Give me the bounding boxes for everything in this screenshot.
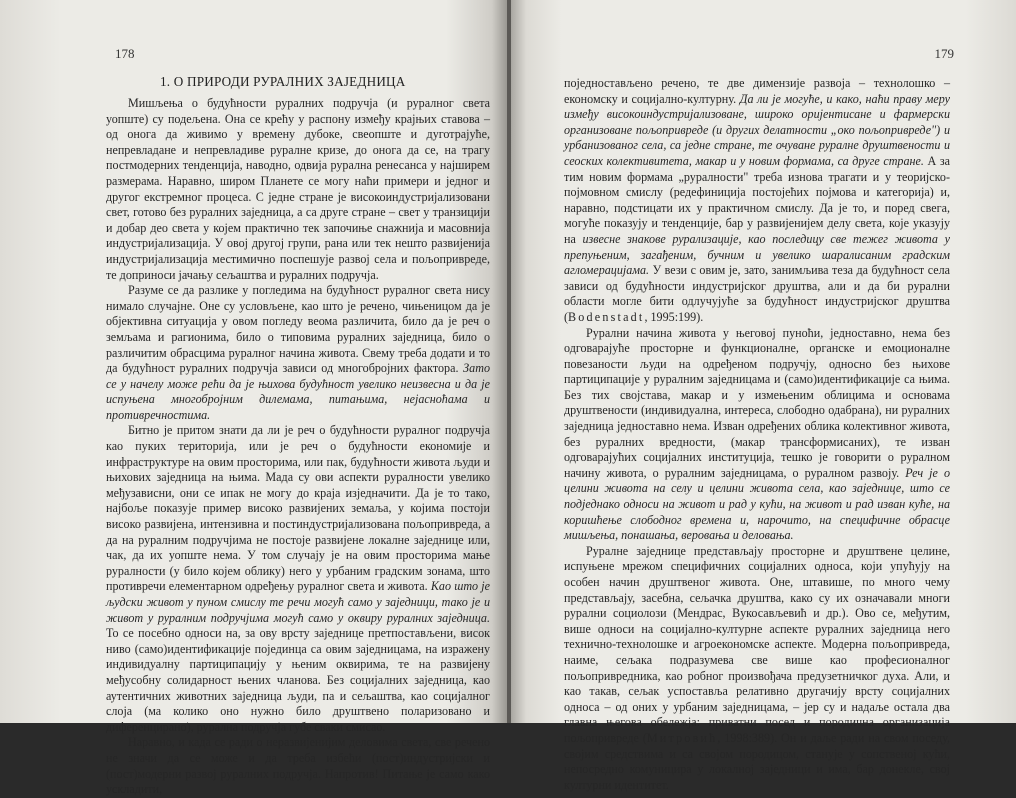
text-run: Руралне заједнице представљају просторне и друштвене целине, испуњене мрежом специфичних социјалних односа, који упућују на особен начин друштвеног живота. Оне, штавише, по много чему представљају, засебна, сељачка друштва, како су их означавали многи рурални социолози (Мендрас, Вукосављевић и др.). Ово се, међутим, више односи на социјално-културне аспекте руралних заједница него технично-технолошке и агроекономске аспекте. Модерна пољопривреда, наиме, сељака подразумева све више као професионалног пољопривредника, као робног произвођача предузетничког духа. Али, и као такав, сељак успоставља релативно другачију врсту социјалних односа – од оних у урбаним заједницама, – јер су и надаље остала два главна његова обележја: приватни посед и породична организација пољопривреде ( (564, 543, 950, 745)
text-run: Битно је притом знати да ли је реч о будућности руралног подручја као пуких територија, или је реч о будућности економије и инфраструктуре на овим просторима, или пак, будућности живота људи и њихових заједница на њима. Мада су ови аспекти руралности увелико међузависни, они се ипак не могу до краја изједначити. Да је то тако, најбоље показује пример високо развијених земаља, у којима постоји високо развијена, интензивна и постиндустријализована пољопривреда, а да на руралним подручјима не постоје развијене локалне заједнице или, чак, да их уопште нема. У том случају је на овим просторима мање руралности (у било којем облику) него у урбаним градским зонама, што противречи елементарном одређењу руралног света и живота. (106, 423, 490, 594)
body-text (106, 96, 490, 798)
emphasized-text: Реч је о целини живота на селу и целини живота села, као заједнице, што се подједнако односи на живот и рад у кући, на живот и рад изван куће, на коришћење слободног времена и, нарочито, на специфичне обрасце мишљења, понашања, веровања и деловања. (564, 465, 950, 543)
text-run: То се посебно односи на, за ову врсту заједнице претпостављени, висок ниво (само)идентификације појединца са овим заједницама, на изражену индивидуалну партиципацију у њеним оквирима, те на развијену међусобну солидарност њених чланова. Без социјалних заједница, као аутентичних животних заједница људи, па и сељаштва, као социјалног слоја (ма колико оно нужно било друштвено поларизовано и диференцирано), рурална подручја губе сваки смисао. (106, 626, 490, 734)
body-text (564, 76, 950, 793)
text-run: , 1995:199). (644, 309, 704, 324)
text-run: Митровић (646, 730, 718, 745)
left-page (0, 0, 507, 797)
chapter-heading: 1. О ПРИРОДИ РУРАЛНИХ ЗАЈЕДНИЦА (160, 74, 406, 89)
emphasized-text: Као што је људски живот у пуном смислу те речи могућ само у заједници, тако је и живот у руралним подручјима могућ само у оквиру руралних заједница. (106, 579, 491, 625)
paragraph (564, 544, 950, 794)
text-run: Мишљења о будућности руралних подручја (и руралног света уопште) су подељена. Она се крећу у распону између крајњих ставова – од онога да живимо у времену дубоке, свеопште и дуготрајуће, непревладане и непревладиве руралне кризе, до онога да се, на трагу постмодерних тенденција, наводно, одвија рурална ренесанса у најширем размерама. Наравно, широм Планете се могу наћи примери и једног и другог екстремног процеса. С једне стране је високоиндустријализовани свет, готово без руралних заједница, а са друге стране – свет у транзицији и добар део света у којем практично тек започиње снажнија и масовнија индустријализација. У овој другој групи, рана или тек нешто развијенија индустријализација местимично поспешује развој села и пољопривреде, те доприноси јачању сељаштва и руралних подручја. (106, 96, 490, 282)
text-run: Разуме се да разлике у погледима на будућност руралног света нису нимало случајне. Оне су условљене, као што је речено, чињеницом да је објективна ситуација у овом погледу веома различита, било да је реч о земљама и рагионима, било о типовима руралних заједница, било о различитим обрасцима руралног начина живота. Свему треба додати и то да будућност руралних подручја зависи од многобројних фактора. (106, 283, 490, 376)
paragraph (564, 76, 950, 326)
text-run: , 1998:389). Он и даље ради на свом поседу, својим средствима и са својом породицом, станује у сопственој кући, непосредно комуницира у локалној заједници и има, бар донекле, свој културни идентитет. (564, 730, 950, 792)
text-run: А за тим новим формама „руралности" треба изнова трагати и у теоријско-појмовном смислу (редефиниција постојећих појмова и категорија) и, наравно, подстицати их у практичном смислу. Да је то, и поред свега, могуће показују и тенденције, бар у развијенијем делу света, које указују на (564, 153, 950, 246)
text-run: Bodenstadt (568, 309, 645, 324)
text-run: Рурални начина живота у његовој пуноћи, једноставно, нема без одговарајуће просторне и функционалне, органске и емоционалне повезаности људи на одређеном подручју, односно без њихове партиципације у руралним заједницама и (само)идентификације са њима. Без тих својстава, макар и у измењеним облицима и основама друштвености (индивидуална, интереса, слободно одабрана), ни руралних заједница једноставно нема. Изван одређених облика колективног живота, без руралних вредности, (макар трансформисаних), те изван одговарајућих социјалних институција, тешко је говорити о руралном начину живота, о руралним заједницама, о руралном развоју. (564, 325, 950, 480)
text-run: Наравно, и када се ради о неразвијенијим деловима света, све речено не значи да се може и да треба избећи (пост)индустријски и (пост)модерни развој руралних подручја. Напротив! Питање је само како ускладити, (106, 735, 490, 797)
emphasized-text: извесне знакове рурализације, као последицу све тежег живота у препуњеним, загађеним, бучним и увелико шаралисаним градским агломерацијама. (564, 231, 950, 278)
emphasized-text: Да ли је могуће, и како, наћи праву меру између високоиндустријализоване, широко оријентисане и фармерски организоване пољопривреде (и других делатности „око пољопривреде") и урбанизованог села, са једне стране, те очуване руралне друштвености и сеоских колективитета, макар и у новим формама, са друге стране. (564, 91, 950, 168)
emphasized-text: Зато се у начелу може рећи да је њихова будућност увелико неизвесна и да је испуњена многобројним дилемама, питањима, нејасноћама и противречностима. (106, 361, 490, 422)
right-page (511, 0, 1016, 792)
text-run: У вези с овим је, зато, занимљива теза да будућност села зависи од будућности индустријског друштва, али и да би рурални области могле бити одлучујуће за будућност индустријског друштва ( (564, 263, 950, 324)
paragraph (106, 283, 490, 423)
paragraph (106, 96, 490, 283)
page-number: 179 (934, 46, 954, 61)
page-number: 178 (115, 46, 135, 61)
text-run: поједностављено речено, те две димензије развоја – технолошко – економску и социјално-културну. (564, 76, 950, 106)
paragraph (564, 326, 950, 544)
paragraph (106, 423, 490, 735)
paragraph (106, 735, 490, 797)
